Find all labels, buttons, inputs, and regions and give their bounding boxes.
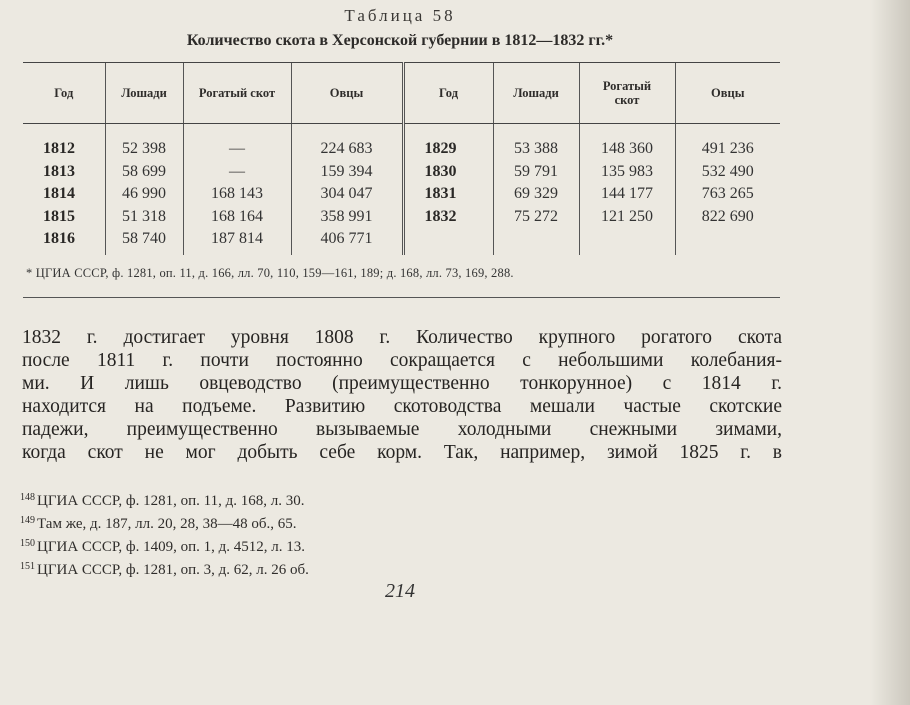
table-cell: 763 265 — [675, 183, 780, 206]
table-caption: Таблица 58 — [344, 6, 456, 25]
table-cell: 1830 — [403, 161, 493, 184]
footnote-number: 151 — [20, 561, 35, 572]
table-cell: 159 394 — [291, 161, 403, 184]
table-row — [23, 183, 780, 206]
body-paragraph — [22, 326, 782, 464]
table-cell: 148 360 — [579, 124, 675, 161]
table-cell: 135 983 — [579, 161, 675, 184]
table-cell — [579, 228, 675, 255]
page-footnotes — [20, 488, 309, 580]
table-cell: 1829 — [403, 124, 493, 161]
header-sheep: Овцы — [675, 63, 780, 124]
header-horses: Лошади — [105, 63, 183, 124]
body-line: после 1811 г. почти постоянно сокращается с небольшими колебания- — [22, 350, 782, 371]
header-cattle: Рогатый скот — [579, 63, 675, 124]
table-cell: 75 272 — [493, 206, 579, 229]
table-cell: 168 143 — [183, 183, 291, 206]
footnote — [20, 534, 309, 557]
table-row — [23, 228, 780, 255]
body-line: когда скот не мог добыть себе корм. Так, например, зимой 1825 г. в — [22, 442, 782, 463]
divider — [23, 297, 780, 298]
table-cell: — — [183, 161, 291, 184]
table-cell: 1815 — [43, 207, 75, 225]
header-year: Год — [403, 63, 493, 124]
page-number: 214 — [385, 580, 415, 602]
table-row — [23, 124, 780, 161]
table-cell: 532 490 — [675, 161, 780, 184]
table-cell: 1832 — [403, 206, 493, 229]
table-cell: 53 388 — [493, 124, 579, 161]
table-cell: 144 177 — [579, 183, 675, 206]
table-row — [23, 161, 780, 184]
table-cell: 1831 — [403, 183, 493, 206]
footnote-number: 150 — [20, 538, 35, 549]
table-cell: 58 699 — [105, 161, 183, 184]
table-cell: 1813 — [43, 162, 75, 180]
footnote-text: ЦГИА СССР, ф. 1409, оп. 1, д. 4512, л. 13. — [37, 539, 306, 555]
table-cell: 51 318 — [105, 206, 183, 229]
footnote-text: Там же, д. 187, лл. 20, 28, 38—48 об., 65. — [37, 516, 297, 532]
table-cell: 358 991 — [291, 206, 403, 229]
table-cell: — — [183, 124, 291, 161]
table-cell: 46 990 — [105, 183, 183, 206]
header-horses: Лошади — [493, 63, 579, 124]
header-cattle: Рогатый скот — [183, 63, 291, 124]
footnote — [20, 511, 309, 534]
table-cell: 1814 — [43, 185, 75, 203]
body-line: ми. И лишь овцеводство (преимущественно тонкорунное) с 1814 г. — [22, 373, 782, 394]
body-line: падежи, преимущественно вызываемые холодными снежными зимами, — [22, 419, 782, 440]
table-cell — [403, 228, 493, 255]
table-cell: 1816 — [43, 230, 75, 248]
table-cell: 69 329 — [493, 183, 579, 206]
footnote-number: 148 — [20, 492, 35, 503]
table-cell: 304 047 — [291, 183, 403, 206]
body-line: находится на подъеме. Развитию скотоводства мешали частые скотские — [22, 396, 782, 417]
footnote — [20, 488, 309, 511]
table-cell: 58 740 — [105, 228, 183, 255]
table-cell: 121 250 — [579, 206, 675, 229]
table-cell: 224 683 — [291, 124, 403, 161]
table-cell: 168 164 — [183, 206, 291, 229]
table-cell — [675, 228, 780, 255]
table-cell: 822 690 — [675, 206, 780, 229]
table-cell: 187 814 — [183, 228, 291, 255]
table-cell: 52 398 — [105, 124, 183, 161]
footnote-number: 149 — [20, 515, 35, 526]
table-header-row — [23, 63, 780, 124]
table-title: Количество скота в Херсонской губернии в 1812—1832 гг.* — [186, 32, 614, 49]
table-cell: 59 791 — [493, 161, 579, 184]
table-cell: 1812 — [43, 140, 75, 158]
body-line: 1832 г. достигает уровня 1808 г. Количество крупного рогатого скота — [22, 327, 782, 348]
footnote-text: ЦГИА СССР, ф. 1281, оп. 11, д. 168, л. 30. — [37, 493, 305, 509]
table-cell — [493, 228, 579, 255]
footnote — [20, 557, 309, 580]
livestock-table — [23, 62, 780, 255]
header-sheep: Овцы — [291, 63, 403, 124]
footnote-text: ЦГИА СССР, ф. 1281, оп. 3, д. 62, л. 26 об. — [37, 562, 309, 578]
table-cell: 406 771 — [291, 228, 403, 255]
page-edge-shadow — [870, 0, 910, 705]
table-source-footnote: * ЦГИА СССР, ф. 1281, оп. 11, д. 166, лл. 70, 110, 159—161, 189; д. 168, лл. 73, 169, 288. — [26, 266, 514, 280]
table-row — [23, 206, 780, 229]
table-cell: 491 236 — [675, 124, 780, 161]
header-year: Год — [23, 63, 105, 124]
